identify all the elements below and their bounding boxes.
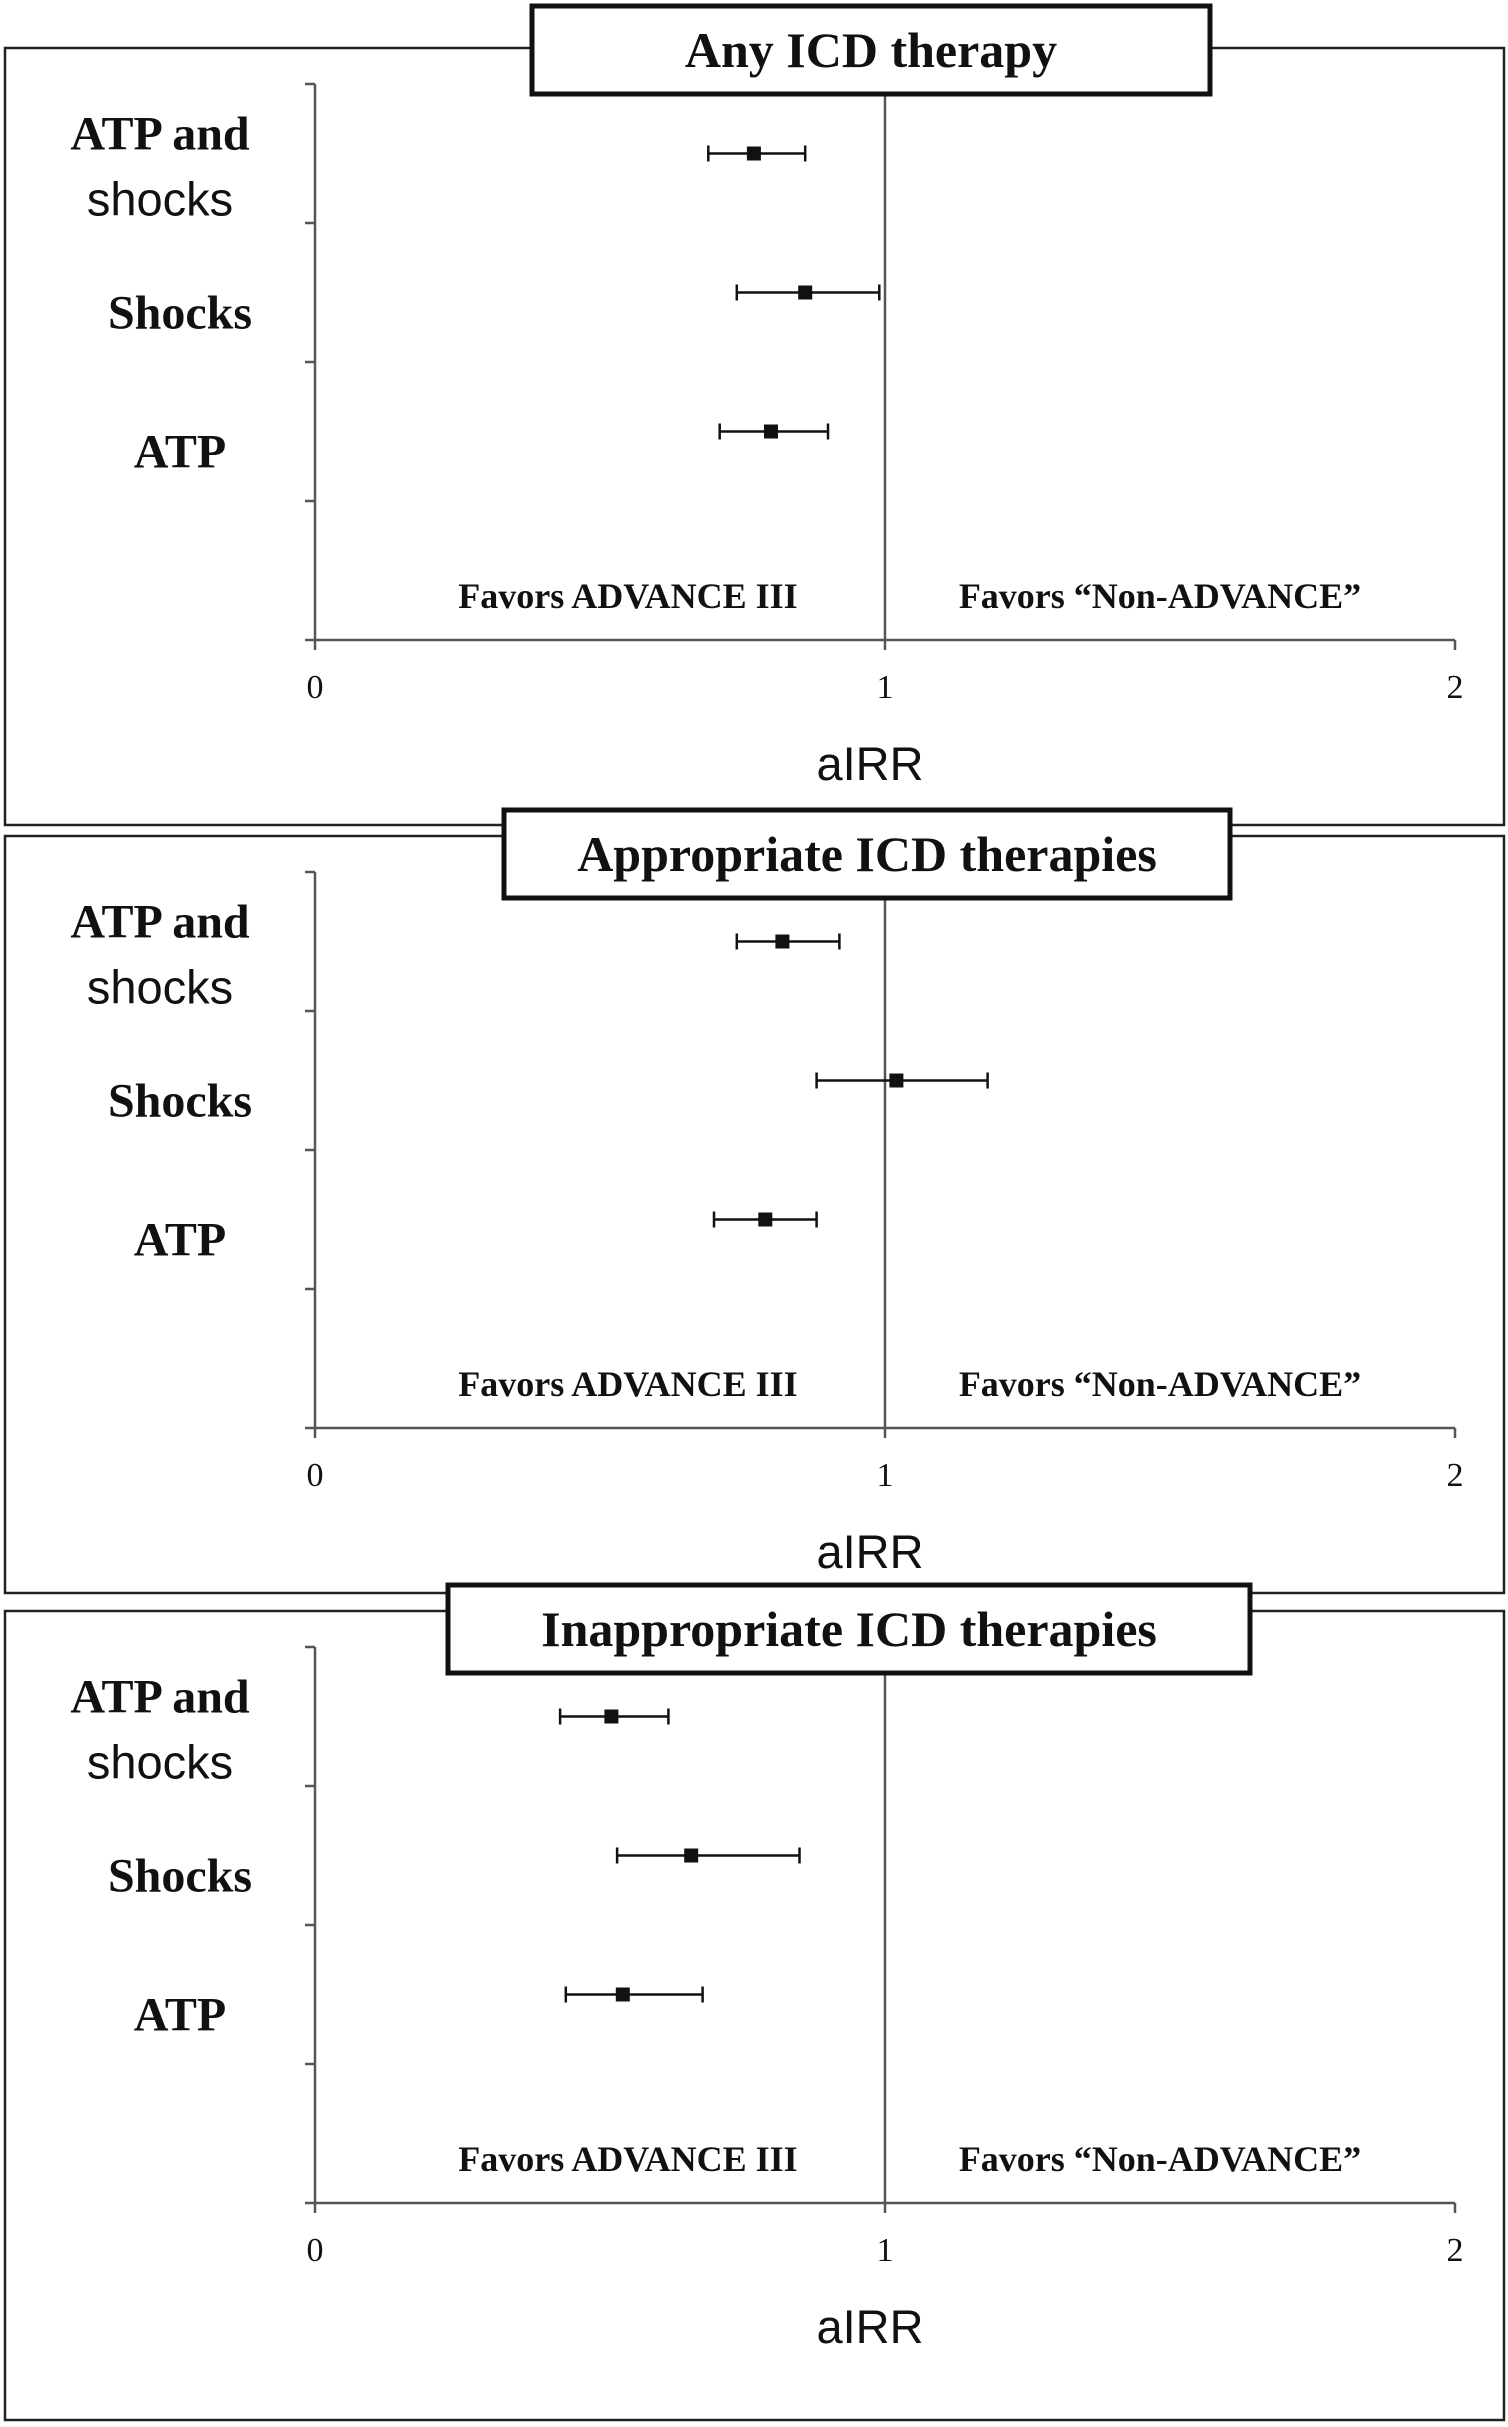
x-axis-title: aIRR (816, 2300, 924, 2353)
point-estimate (747, 147, 761, 161)
x-tick-label: 1 (876, 1457, 894, 1494)
point-estimate (764, 425, 778, 439)
row-label: Shocks (107, 286, 253, 340)
x-axis-title: aIRR (816, 737, 924, 790)
point-estimate (684, 1849, 698, 1863)
panel-frame (5, 1611, 1504, 2420)
forest-panel-3 (5, 1585, 1504, 2420)
favors-right-label: Favors “Non-ADVANCE” (958, 2139, 1362, 2179)
row-label: ATP (133, 1213, 227, 1267)
favors-left-label: Favors ADVANCE III (458, 2139, 798, 2179)
row-label-line1: ATP and (70, 1670, 250, 1724)
x-tick-label: 2 (1446, 1457, 1464, 1494)
row-label: Shocks (107, 1849, 253, 1903)
x-tick-label: 0 (306, 1457, 324, 1494)
row-label-line1: ATP and (70, 895, 250, 949)
panel-frame (5, 836, 1504, 1593)
point-estimate (798, 286, 812, 300)
forest-panel-2 (5, 810, 1504, 1593)
point-estimate (616, 1988, 630, 2002)
point-estimate (775, 935, 789, 949)
x-axis-title: aIRR (816, 1525, 924, 1578)
forest-panel-1 (5, 6, 1504, 825)
favors-left-label: Favors ADVANCE III (458, 576, 798, 616)
row-label: ATP (133, 1988, 227, 2042)
row-label: Shocks (107, 1074, 253, 1128)
x-tick-label: 1 (876, 669, 894, 706)
row-label: ATP (133, 425, 227, 479)
row-label-line2: shocks (86, 960, 234, 1014)
favors-left-label: Favors ADVANCE III (458, 1364, 798, 1404)
favors-right-label: Favors “Non-ADVANCE” (958, 576, 1362, 616)
x-tick-label: 2 (1446, 2232, 1464, 2269)
x-tick-label: 0 (306, 669, 324, 706)
x-tick-label: 1 (876, 2232, 894, 2269)
panel-title: Appropriate ICD therapies (577, 826, 1157, 882)
row-label-line2: shocks (86, 172, 234, 226)
point-estimate (604, 1710, 618, 1724)
x-tick-label: 0 (306, 2232, 324, 2269)
panel-title: Inappropriate ICD therapies (541, 1601, 1157, 1657)
panel-frame (5, 48, 1504, 825)
x-tick-label: 2 (1446, 669, 1464, 706)
point-estimate (889, 1074, 903, 1088)
panel-title: Any ICD therapy (684, 22, 1058, 78)
row-label-line2: shocks (86, 1735, 234, 1789)
row-label-line1: ATP and (70, 107, 250, 161)
favors-right-label: Favors “Non-ADVANCE” (958, 1364, 1362, 1404)
point-estimate (758, 1213, 772, 1227)
